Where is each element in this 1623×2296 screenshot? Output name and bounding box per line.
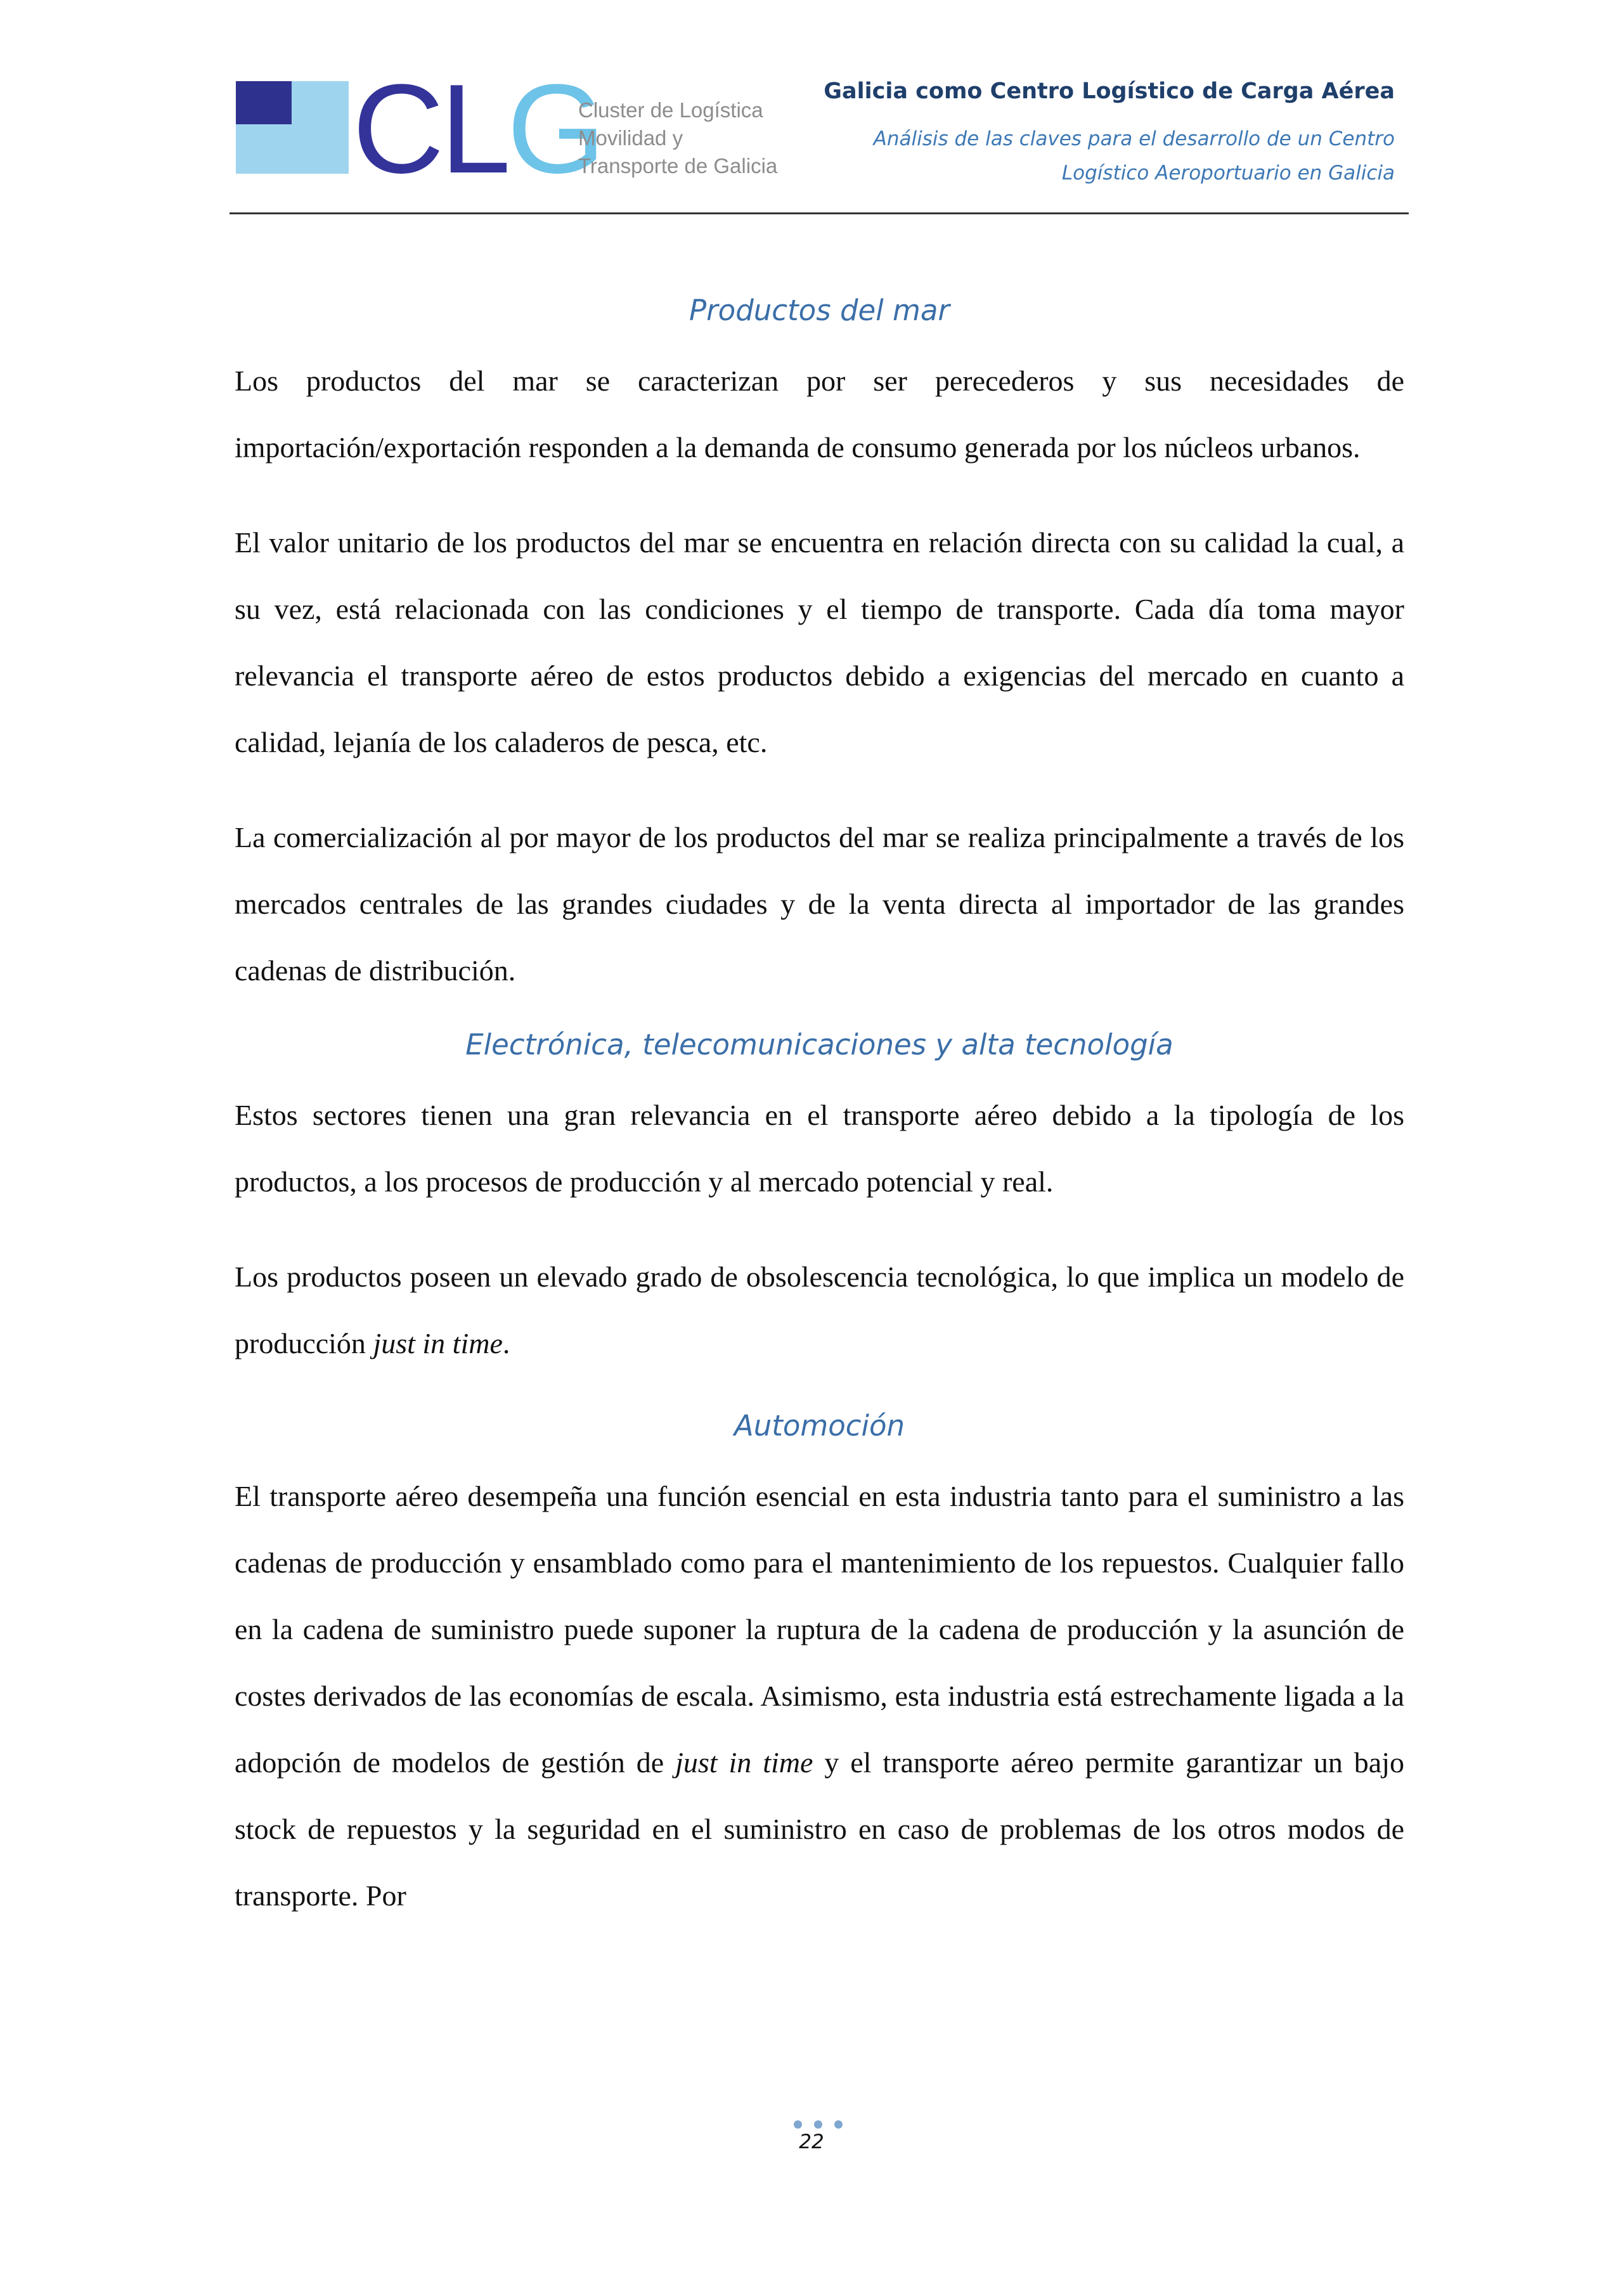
document-title: Galicia como Centro Logístico de Carga Aérea	[824, 79, 1395, 104]
ornament-dot	[794, 2120, 802, 2129]
clg-logo	[236, 58, 806, 200]
paragraph-text: El transporte aéreo desempeña una función esencial en esta industria tanto para el suministro a las cadenas de producción y ensamblado como para el mantenimiento de los repuestos. Cualquier fallo en la cadena de suministro puede suponer la ruptura de la cadena de producción y la asunción de costes derivados de las economías de escala. Asimismo, esta industria está estrechamente ligada a la adopción de modelos de gestión de	[235, 1480, 1404, 1779]
paragraph: Estos sectores tienen una gran relevancia en el transporte aéreo debido a la tipología de los productos, a los procesos de producción y al mercado potencial y real.	[235, 1099, 1404, 1198]
paragraph-text: Los productos poseen un elevado grado de obsolescencia tecnológica, lo que implica un modelo de producción	[235, 1261, 1404, 1359]
logo-text-line: Transporte de Galicia	[578, 154, 778, 178]
section-heading-automocion: Automoción	[734, 1409, 905, 1443]
section-heading-productos-del-mar: Productos del mar	[689, 294, 950, 327]
paragraph-text: y el transporte aéreo permite garantizar un bajo stock de repuestos y la seguridad en el suministro en caso de problemas de los otros modos de transporte. Por	[235, 1746, 1404, 1912]
document-subtitle-line: Análisis de las claves para el desarrollo de un Centro	[873, 127, 1395, 150]
emphasis-text: just in time	[675, 1746, 813, 1779]
paragraph	[235, 1243, 1404, 1377]
document-subtitle	[824, 122, 1395, 190]
logo-text-line: Movilidad y	[578, 126, 683, 150]
document-subtitle-line: Logístico Aeroportuario en Galicia	[1061, 162, 1395, 185]
logo-letter-g: G	[507, 58, 602, 200]
ornament-dot	[814, 2120, 822, 2129]
page-content	[235, 279, 1404, 1929]
logo-letter-c: C	[352, 58, 441, 200]
ornament-dot	[834, 2120, 843, 2129]
logo-letters	[352, 58, 602, 200]
page-number: 22	[799, 2131, 824, 2153]
paragraph	[235, 1463, 1404, 1929]
logo-square-mark	[236, 81, 349, 174]
paragraph-text: .	[502, 1327, 510, 1359]
logo-text	[578, 96, 777, 180]
logo-letter-l: L	[440, 58, 507, 200]
paragraph: La comercialización al por mayor de los productos del mar se realiza principalmente a través de los mercados centrales de las grandes ciudades y de la venta directa al importador de las grandes cadenas de distribución.	[235, 821, 1404, 987]
document-header-info	[824, 77, 1395, 190]
paragraph: El valor unitario de los productos del mar se encuentra en relación directa con su calidad la cual, a su vez, está relacionada con las condiciones y el tiempo de transporte. Cada día toma mayor relevancia el transporte aéreo de estos productos debido a exigencias del mercado en cuanto a calidad, lejanía de los caladeros de pesca, etc.	[235, 526, 1404, 758]
header-divider	[230, 212, 1409, 214]
emphasis-text: just in time	[373, 1327, 503, 1359]
logo-text-line: Cluster de Logística	[578, 98, 763, 122]
paragraph: Los productos del mar se caracterizan por ser perecederos y sus necesidades de importación/exportación responden a la demanda de consumo generada por los núcleos urbanos.	[235, 365, 1404, 464]
logo-square-mark-inner	[236, 81, 292, 124]
section-heading-electronica: Electrónica, telecomunicaciones y alta tecnología	[465, 1028, 1174, 1061]
page-ornament-dots	[794, 2120, 855, 2129]
